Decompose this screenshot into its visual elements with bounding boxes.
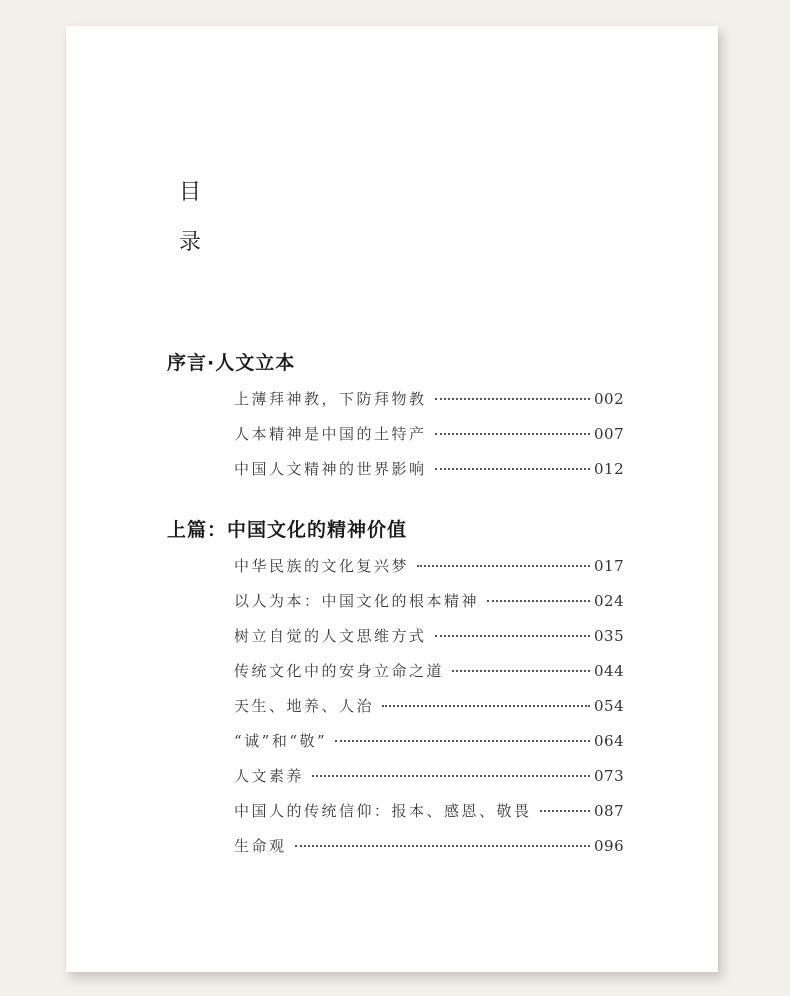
toc-entry[interactable]: [234, 730, 624, 752]
toc-entry-page: 007: [594, 425, 625, 443]
dot-leader: [382, 705, 590, 707]
dot-leader: [540, 810, 590, 812]
toc-entry-page: 035: [594, 627, 625, 645]
toc-title: [179, 182, 209, 282]
toc-entry-title: 树立自觉的人文思维方式: [234, 627, 427, 645]
toc-entry-page: 087: [594, 802, 625, 820]
toc-entry-title: 中国人文精神的世界影响: [234, 460, 427, 478]
toc-entry-page: 044: [594, 662, 625, 680]
toc-entry-page: 024: [594, 592, 625, 610]
toc-entry-title: 中华民族的文化复兴梦: [234, 557, 410, 575]
toc-entry-page: 054: [594, 697, 625, 715]
toc-entry[interactable]: [234, 590, 624, 612]
dot-leader: [312, 775, 590, 777]
dot-leader: [435, 635, 590, 637]
toc-entry[interactable]: [234, 458, 624, 480]
toc-entry-page: 096: [594, 837, 625, 855]
toc-entry-title: 人本精神是中国的土特产: [234, 425, 427, 443]
dot-leader: [435, 433, 590, 435]
toc-title-char: 目: [179, 180, 202, 205]
toc-entry-page: 017: [594, 557, 625, 575]
toc-entry-page: 073: [594, 767, 625, 785]
dot-leader: [417, 565, 590, 567]
toc-entry[interactable]: [234, 800, 624, 822]
section-heading-part-one: 上篇：中国文化的精神价值: [167, 519, 408, 541]
toc-entry[interactable]: [234, 423, 624, 445]
toc-entry-title: 生命观: [234, 837, 287, 855]
toc-entry[interactable]: [234, 835, 624, 857]
toc-entry[interactable]: [234, 555, 624, 577]
toc-entry-title: 中国人的传统信仰：报本、感恩、敬畏: [234, 802, 532, 820]
toc-entry[interactable]: [234, 695, 624, 717]
toc-entry-title: 上薄拜神教，下防拜物教: [234, 390, 427, 408]
dot-leader: [487, 600, 590, 602]
dot-leader: [435, 468, 590, 470]
section-heading-preface: 序言·人文立本: [167, 352, 296, 374]
dot-leader: [335, 740, 590, 742]
toc-entry-title: 人文素养: [234, 767, 305, 785]
toc-entry[interactable]: [234, 765, 624, 787]
toc-entry-title: “诚”和“敬”: [234, 732, 328, 750]
toc-entry-page: 012: [594, 460, 625, 478]
toc-entry-title: 以人为本：中国文化的根本精神: [234, 592, 480, 610]
dot-leader: [295, 845, 590, 847]
toc-entry[interactable]: [234, 625, 624, 647]
book-page: [66, 26, 718, 972]
toc-entry-title: 天生、地养、人治: [234, 697, 375, 715]
dot-leader: [435, 398, 590, 400]
toc-entry-page: 002: [594, 390, 625, 408]
dot-leader: [452, 670, 590, 672]
toc-entry[interactable]: [234, 660, 624, 682]
toc-entry[interactable]: [234, 388, 624, 410]
toc-entry-title: 传统文化中的安身立命之道: [234, 662, 445, 680]
toc-entry-page: 064: [594, 732, 625, 750]
toc-title-char: 录: [179, 230, 202, 255]
